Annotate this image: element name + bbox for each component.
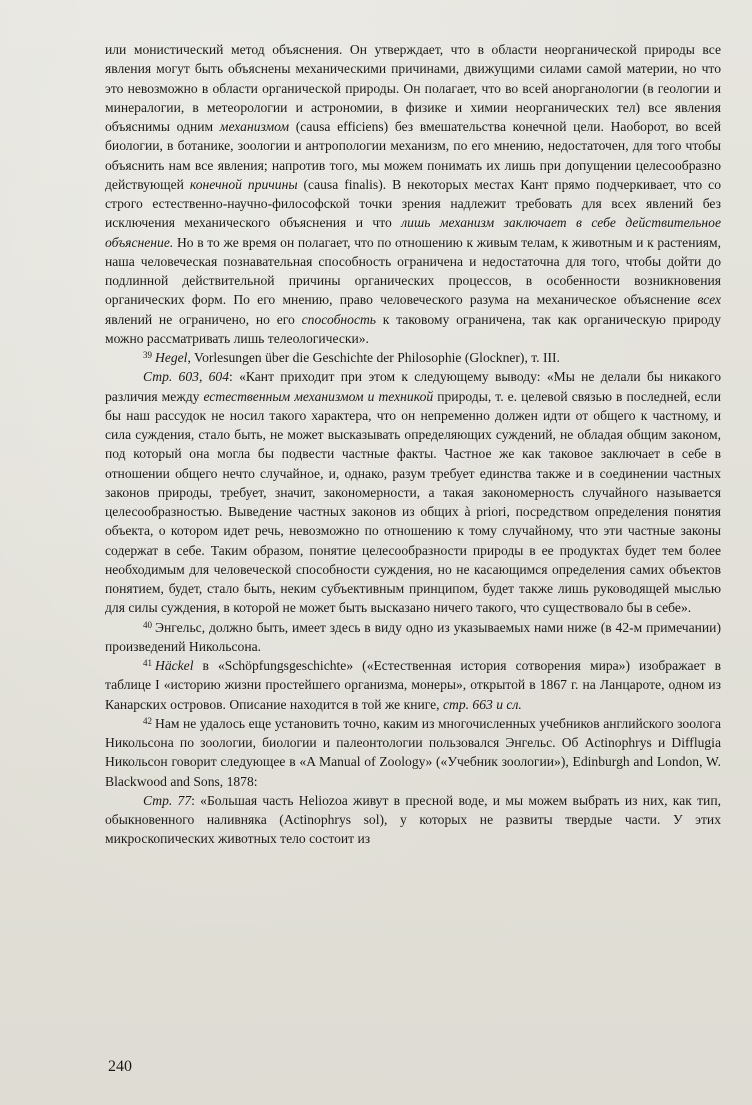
text-run: (causa finalis). В некоторых местах Кант прямо подчеркивает, что со строго естественно-научно-философской точки зрения надлежит требовать для всех явлений без исключения механического объяснения и что xyxy=(105,176,721,231)
text-run: : «Кант приходит при этом к следующему выводу: «Мы не делали бы никакого различия между xyxy=(105,369,722,404)
text-run: природы, т. е. целевой связью в последней, если бы наш рассудок не носил такого характера, что он непременно должен идти от общего к частному, и сила суждения, стало быть, не может высказывать определяющих суждений, не обладая общим законом, под который она могла бы подвести частные факты. Частное же как таковое заключает в себе в отношении общего нечто случайное, и, однако, разум требует единства также и в соединении частных законов природы, требует, значит, закономерности, а такая закономерность случайного называется целесообразностью. Выведение частных законов из общих à priori, посредством определения понятия объекта, о котором идет речь, невозможно по отношению к тому случайному, что эти частные законы содержат в себе. Таким образом, понятие целесообразности природы в ее продуктах будет тем более необходимым для человеческой способности суждения, но не касающимся определения самих объектов понятием, будет, стало быть, неким субъективным принципом, будет также лишь руководящей мыслью для силы суждения, в которой не может быть высказано ничего такого, что существовало бы в себе». xyxy=(105,388,721,616)
text-run: (causa efficiens) без вмешательства конечной цели. Наоборот, во всей биологии, в ботанике, зоологии и антропологии механизм, по его мнению, недостаточен, для того чтобы объяснить нам все явления; напротив того, мы можем понимать их лишь при допущении целесообразно действующей xyxy=(105,119,721,192)
text-run: к таковому ограничена, так как органическую природу можно рассматривать лишь телеологически». xyxy=(105,311,721,346)
author-name: Hegel xyxy=(155,350,188,365)
footnote-39-quote xyxy=(105,367,721,617)
text-run: в «Schöpfungsgeschichte» («Естественная история сотворения мира») изображает в таблице I «историю жизни простейшего организма, монеры», открытой в 1867 г. на Ланцароте, одном из Канарских островов. Описание находится в той же книге, xyxy=(105,658,721,712)
author-name: Häckel xyxy=(155,658,194,673)
text-run: : «Большая часть Heliozoa живут в пресной воде, и мы можем выбрать из них, как тип, обыкновенного наливняка (Actinophrys sol), у которых не развиты твердые части. У этих микроскопических животных тело состоит из xyxy=(105,792,721,847)
emphasis: лишь механизм заключает в себе действительное объяснение. xyxy=(105,215,721,250)
page-reference: Стр. 77 xyxy=(143,792,192,808)
text-run: или монистический метод объяснения. Он утверждает, что в области неорганической природы все явления могут быть объяснены механическими причинами, движущими силами самой материи, но что это невозможно в области органической природы. Он полагает, что во всей анорганологии (в геологии и минералогии, в метеорологии и астрономии, в физике и химии неорганических тел) все явления объяснимы одним xyxy=(105,42,721,134)
footnote-number: 39 xyxy=(143,350,152,360)
text-run: явлений не ограничено, но его xyxy=(105,311,302,327)
footnote-40 xyxy=(105,618,721,657)
emphasis: конечной причины xyxy=(189,176,298,192)
footnote-number: 40 xyxy=(143,619,152,630)
emphasis: естественным механизмом и техникой xyxy=(203,388,434,404)
page-text xyxy=(105,40,721,849)
page-reference: Стр. 603, 604 xyxy=(143,369,230,385)
emphasis: способность xyxy=(301,311,376,327)
footnote-42 xyxy=(105,714,721,791)
text-run: , Vorlesungen über die Geschichte der Philosophie (Glockner), т. III. xyxy=(187,350,560,365)
page-reference: стр. 663 и сл. xyxy=(442,696,522,712)
continuation-paragraph xyxy=(105,40,721,348)
page-number: 240 xyxy=(108,1058,132,1075)
emphasis: механизмом xyxy=(219,119,290,134)
footnote-42-quote xyxy=(105,791,721,849)
text-run: Нам не удалось еще установить точно, каким из многочисленных учебников английского зоолога Никольсона по зоологии, биологии и палеонтологии пользовался Энгельс. Об Actinophrys и Difflugia Никольсон говорит следующее в «A Manual of Zoology» («Учебник зоологии»), Edinburgh and London, W. Blackwood and Sons, 1878: xyxy=(105,715,721,789)
footnote-39 xyxy=(105,348,721,367)
footnote-number: 41 xyxy=(143,658,152,668)
footnote-41 xyxy=(105,656,721,714)
text-run: Но в то же время он полагает, что по отношению к живым телам, к животным и к растениям, наша человеческая познавательная способность ограничена и недостаточна для того, чтобы дойти до подлинной действительной причины органических процессов, в особенности возникновения органических форм. По его мнению, право человеческого разума на механическое объяснение xyxy=(105,234,721,308)
footnote-number: 42 xyxy=(143,715,152,726)
text-run: Энгельс, должно быть, имеет здесь в виду одно из указываемых нами ниже (в 42-м примечании) произведений Никольсона. xyxy=(105,619,721,654)
emphasis: всех xyxy=(697,292,721,308)
